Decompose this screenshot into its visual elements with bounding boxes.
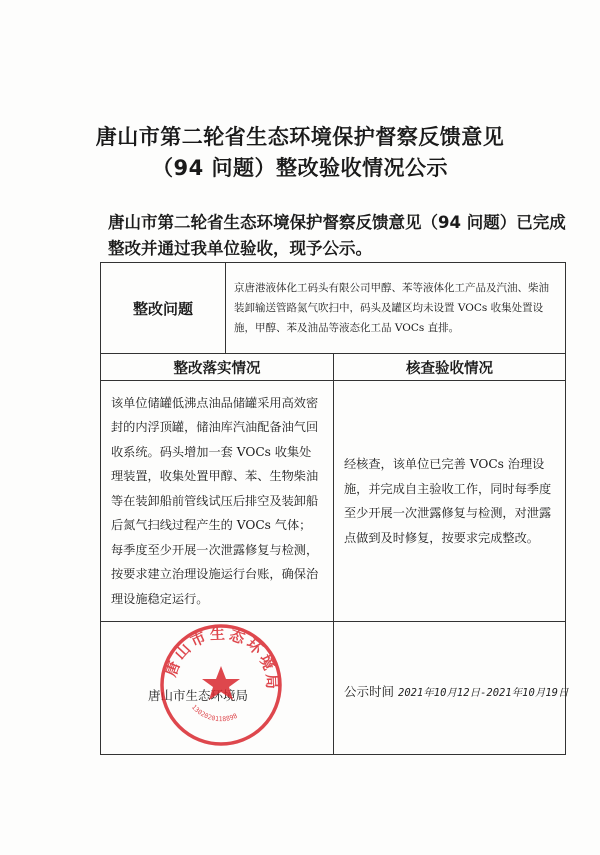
intro-line2: 整改并通过我单位验收，现予公示。: [108, 239, 372, 258]
issue-text-cell: [226, 263, 566, 354]
issue-text: 京唐港液体化工码头有限公司甲醇、苯等液体化工产品及汽油、柴油装卸输送管路氮气吹扫中，码头及罐区均未设置 VOCs 收集处置设施，甲醇、苯及油品等液态化工品 VOCs 直排。: [234, 282, 549, 334]
official-seal-stamp: [158, 622, 284, 748]
verification-cell: [334, 381, 566, 622]
implementation-text: 该单位储罐低沸点油品储罐采用高效密封的内浮顶罐，储油库汽油配备油气回收系统。码头增加一套 VOCs 收集处理装置，收集处置甲醇、苯、生物柴油等在装卸船前管线试压后排空及装卸船后氮气扫线过程产生的 VOCs 气体；每季度至少开展一次泄露修复与检测，按要求建立治理设施运行台账，确保治理设施稳定运行。: [111, 395, 319, 606]
star-icon: [202, 666, 240, 700]
issue-label: 整改问题: [132, 299, 193, 318]
implementation-cell: [101, 381, 334, 622]
issue-label-cell: [101, 263, 226, 354]
verification-header-cell: [334, 354, 566, 381]
publicity-cell: [334, 622, 569, 755]
implementation-header-cell: [101, 354, 334, 381]
verification-header: 核查验收情况: [406, 360, 493, 377]
signer-name: 唐山市生态环境局: [148, 688, 249, 703]
intro-line1: 唐山市第二轮省生态环境保护督察反馈意见（94 问题）已完成: [108, 213, 566, 232]
document-title-line1: 唐山市第二轮省生态环境保护督察反馈意见: [95, 125, 505, 149]
document-title-line2: （94 问题）整改验收情况公示: [151, 156, 449, 180]
implementation-header: 整改落实情况: [173, 360, 261, 377]
content-row: [101, 381, 566, 622]
seal-text: 唐山市生态环境局: [161, 624, 282, 693]
publicity-line: [344, 682, 568, 700]
header-row: [101, 354, 566, 381]
publicity-dates: 2021年10月12日-2021年10月19日: [398, 687, 569, 699]
seal-code: 1302020118898: [189, 703, 239, 724]
verification-text: 经核查，该单位已完善 VOCs 治理设施，并完成自主验收工作，同时每季度至少开展一次泄露修复与检测，对泄露点做到及时修复，按要求完成整改。: [344, 457, 552, 545]
issue-row: [101, 263, 566, 354]
publicity-label: 公示时间: [344, 684, 395, 699]
